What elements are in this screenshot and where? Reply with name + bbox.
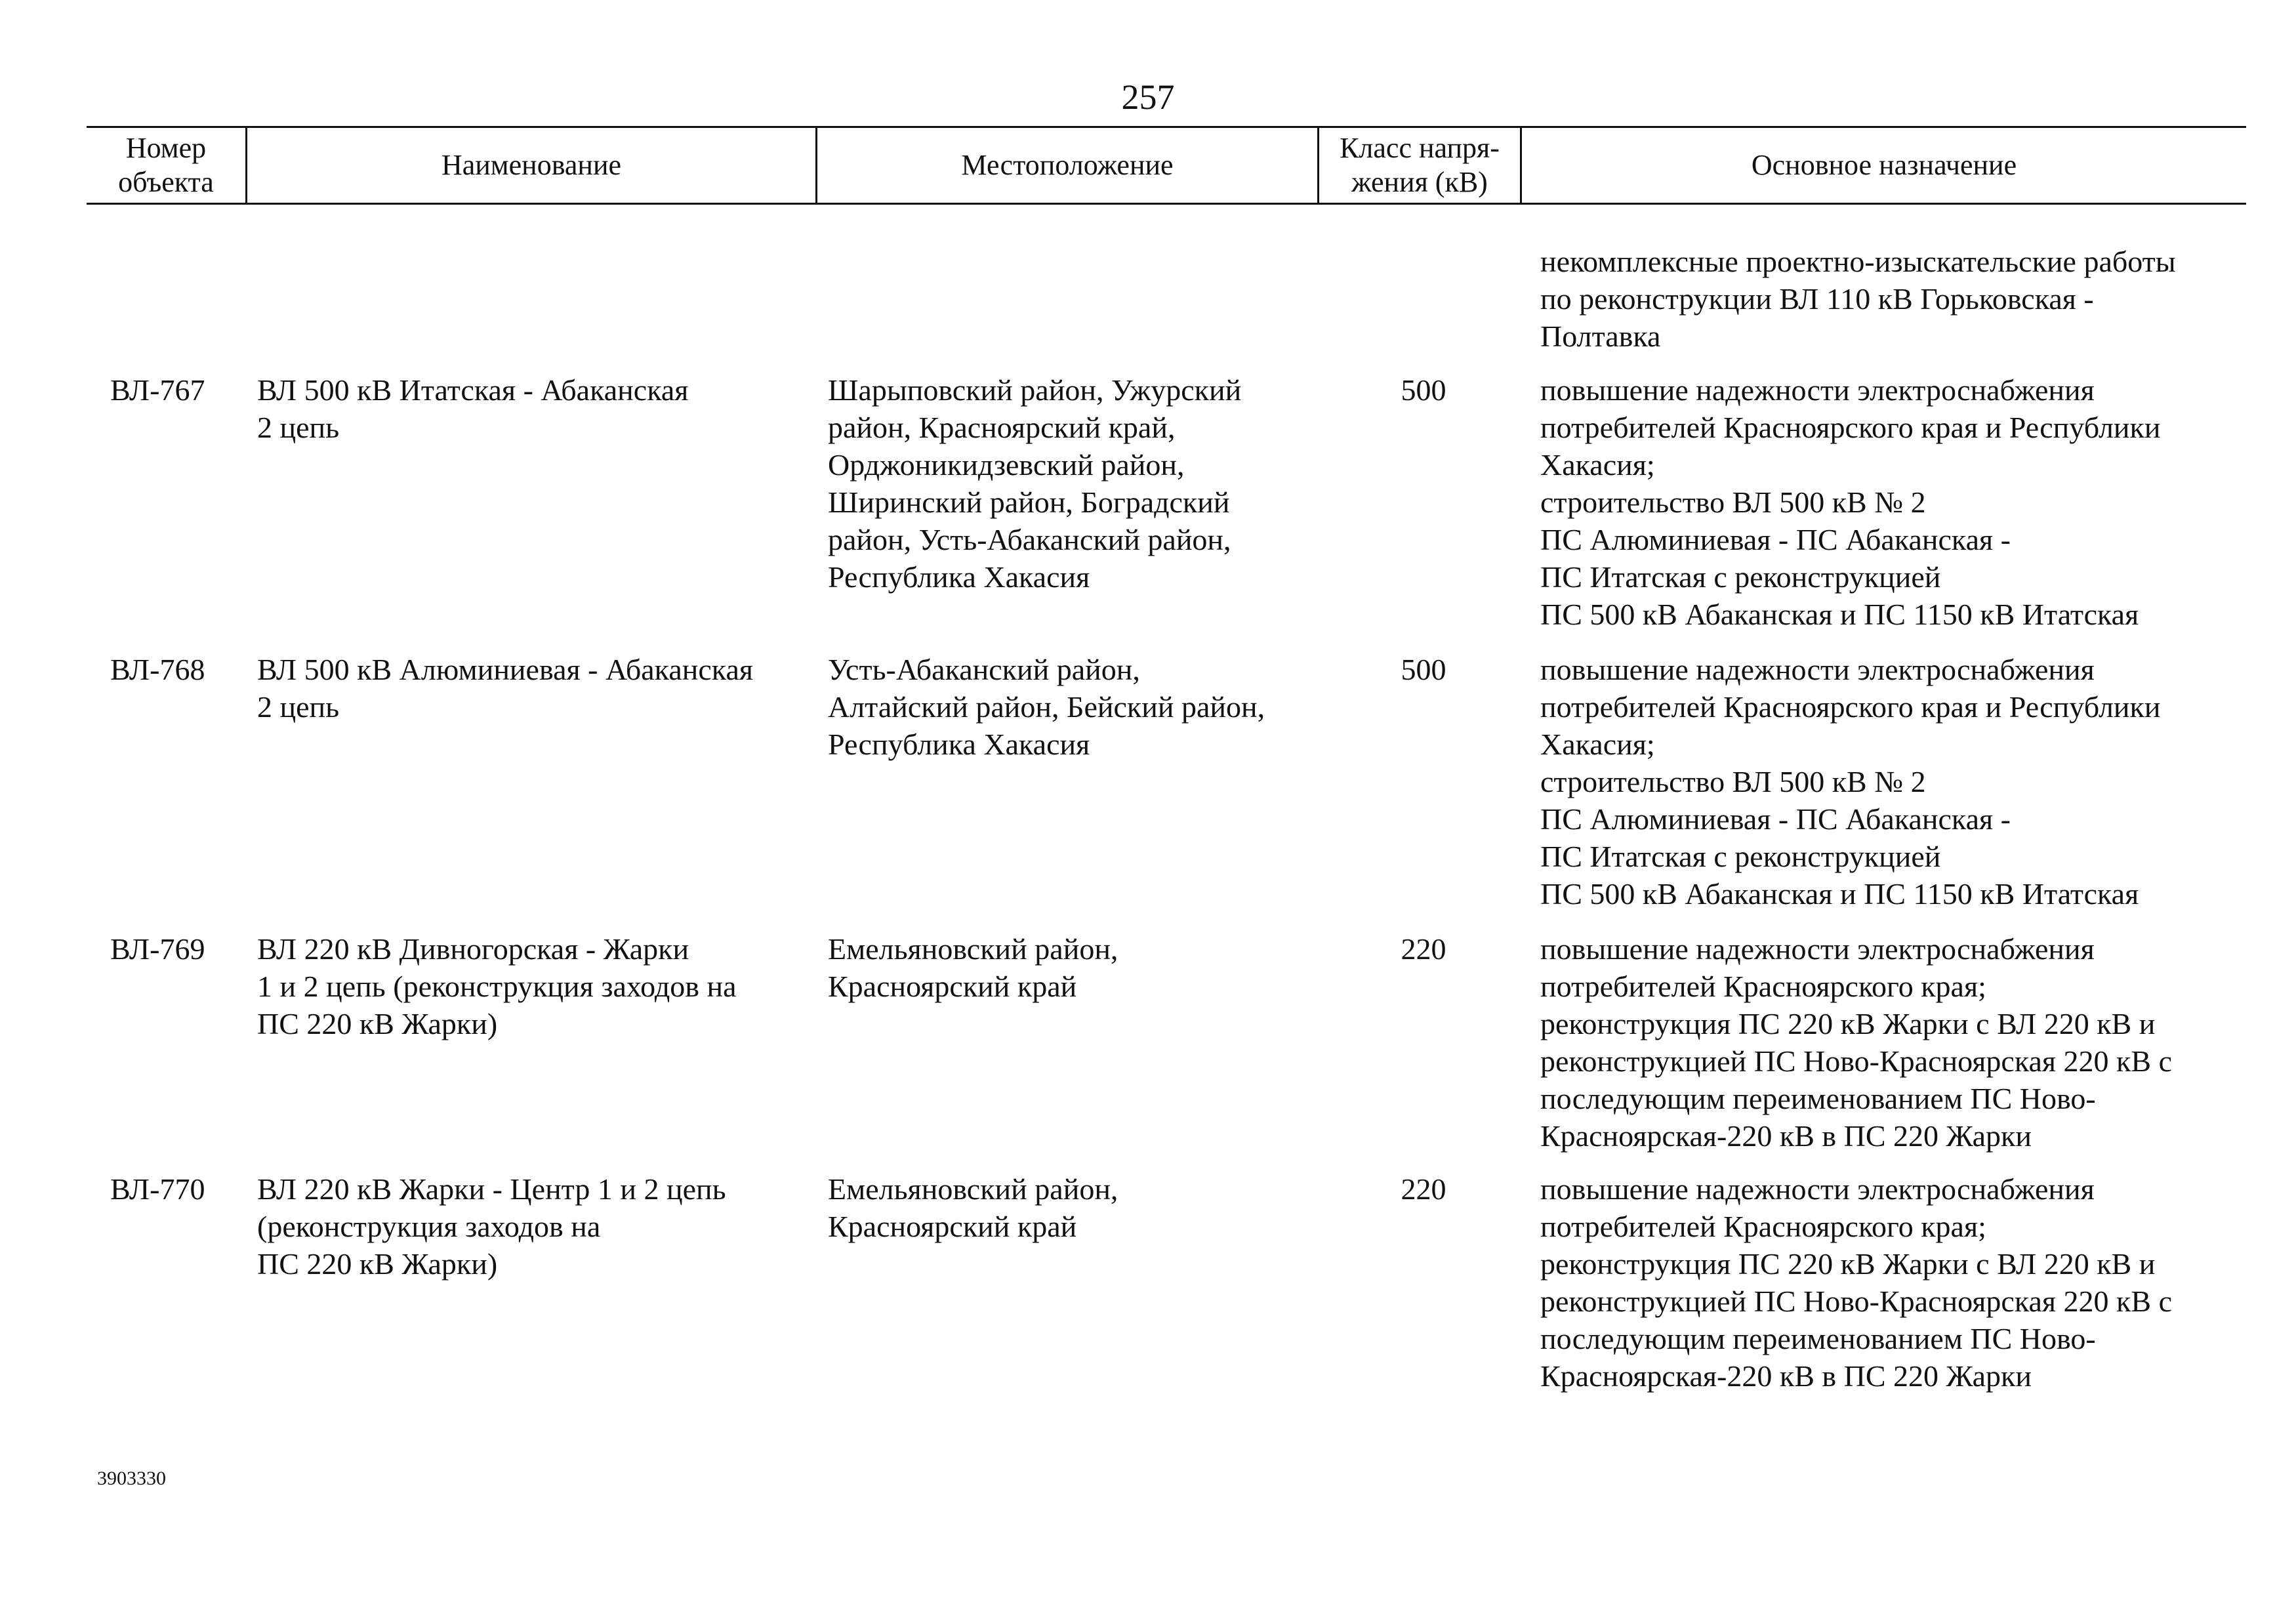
object-number: ВЛ-767: [110, 373, 205, 407]
object-voltage: 220: [1401, 932, 1446, 966]
header-purpose-label: Основное назначение: [1751, 149, 2017, 181]
table-header: [87, 126, 2246, 205]
header-name-label: Наименование: [441, 149, 622, 181]
object-name: ВЛ 500 кВ Алюминиевая - Абаканская 2 цепь: [257, 653, 754, 724]
object-purpose: повышение надежности электроснабжения потребителей Красноярского края и Республики Хакасия; строительство ВЛ 500 кВ № 2 ПС Алюминиевая - ПС Абаканская - ПС Итатская с реконструкцией ПС 500 кВ Абаканская и ПС 1150 кВ Итатская: [1540, 373, 2161, 631]
object-purpose: повышение надежности электроснабжения потребителей Красноярского края и Республики Хакасия; строительство ВЛ 500 кВ № 2 ПС Алюминиевая - ПС Абаканская - ПС Итатская с реконструкцией ПС 500 кВ Абаканская и ПС 1150 кВ Итатская: [1540, 653, 2161, 911]
header-object-number: [87, 128, 245, 203]
object-name: ВЛ 220 кВ Жарки - Центр 1 и 2 цепь (реконструкция заходов на ПС 220 кВ Жарки): [257, 1172, 726, 1281]
object-purpose: повышение надежности электроснабжения потребителей Красноярского края; реконструкция ПС 220 кВ Жарки с ВЛ 220 кВ и реконструкцией ПС Ново-Красноярская 220 кВ с последующим переименованием ПС Ново- Красноярская-220 кВ в ПС 220 Жарки: [1540, 1172, 2172, 1393]
object-location: Емельяновский район, Красноярский край: [828, 932, 1118, 1003]
continuation-purpose: некомплексные проектно-изыскательские работы по реконструкции ВЛ 110 кВ Горьковская - Полтавка: [1540, 245, 2176, 353]
page-number: 257: [1121, 77, 1175, 117]
header-voltage-class: [1319, 128, 1520, 203]
object-purpose: повышение надежности электроснабжения потребителей Красноярского края; реконструкция ПС 220 кВ Жарки с ВЛ 220 кВ и реконструкцией ПС Ново-Красноярская 220 кВ с последующим переименованием ПС Ново- Красноярская-220 кВ в ПС 220 Жарки: [1540, 932, 2172, 1153]
object-number: ВЛ-770: [110, 1172, 205, 1206]
object-name: ВЛ 500 кВ Итатская - Абаканская 2 цепь: [257, 373, 689, 444]
header-purpose: [1522, 128, 2246, 203]
object-location: Усть-Абаканский район, Алтайский район, Бейский район, Республика Хакасия: [828, 653, 1265, 761]
object-voltage: 220: [1401, 1172, 1446, 1206]
header-object-number-label: Номер объекта: [118, 132, 214, 198]
object-voltage: 500: [1401, 373, 1446, 407]
header-location: [817, 128, 1317, 203]
object-location: Шарыповский район, Ужурский район, Красноярский край, Орджоникидзевский район, Ширинский район, Боградский район, Усть-Абаканский район, Республика Хакасия: [828, 373, 1242, 594]
header-name: [247, 128, 815, 203]
object-location: Емельяновский район, Красноярский край: [828, 1172, 1118, 1243]
object-number: ВЛ-769: [110, 932, 205, 966]
object-voltage: 500: [1401, 653, 1446, 686]
header-location-label: Местоположение: [961, 149, 1174, 181]
document-code: 3903330: [97, 1468, 166, 1489]
header-voltage-class-label: Класс напря- жения (кВ): [1340, 132, 1500, 198]
object-number: ВЛ-768: [110, 653, 205, 686]
object-name: ВЛ 220 кВ Дивногорская - Жарки 1 и 2 цепь (реконструкция заходов на ПС 220 кВ Жарки): [257, 932, 737, 1040]
